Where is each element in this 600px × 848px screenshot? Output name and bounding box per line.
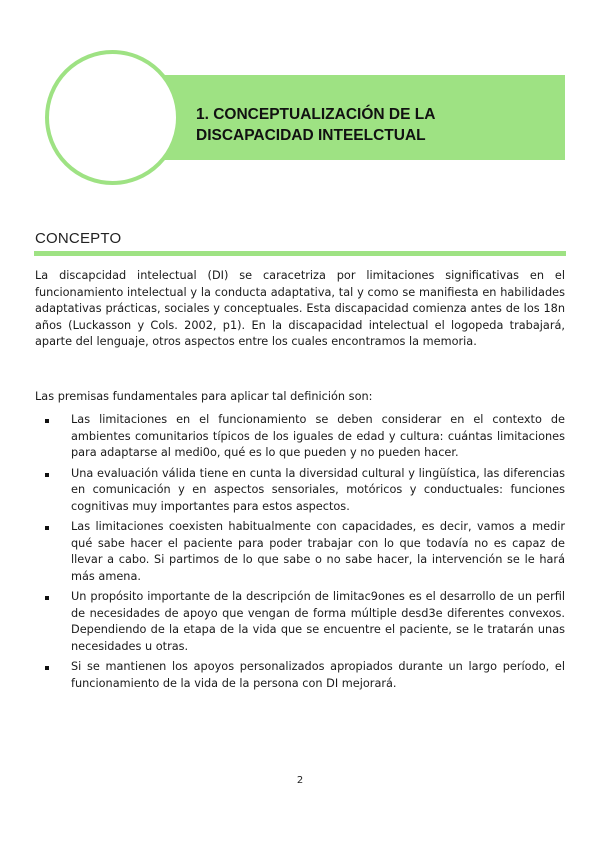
intro-paragraph: La discapcidad intelectual (DI) se caracetriza por limitaciones significativas en el funcionamiento intelectual y la conducta adaptativa, tal y como se manifiesta en habilidades adaptativas prácticas, sociales y conceptuales. Esta discapacidad comienza antes de los 18n años (Luckasson y Cols. 2002, p1). En la discapacidad intelectual el logopeda trabajará, aparte del lenguaje, otros aspectos entre los cuales encontramos la memoria. bbox=[35, 269, 565, 348]
list-item-text: Una evaluación válida tiene en cunta la diversidad cultural y lingüística, las diferencias en comunicación y en aspectos sensoriales, motóricos y conductuales: funciones cognitivas muy importantes para estos aspectos. bbox=[71, 466, 565, 513]
list-item bbox=[35, 466, 565, 516]
page-title-line-2: DISCAPACIDAD INTEELCTUAL bbox=[196, 127, 426, 144]
list-item-text: Las limitaciones en el funcionamiento se deben considerar en el contexto de ambientes comunitarios típicos de los iguales de edad y cultura: cuántas limitaciones para adaptarse al medi0o, qué es lo que pueden y no pueden hacer. bbox=[71, 413, 565, 459]
list-item bbox=[35, 589, 565, 655]
premises-intro: Las premisas fundamentales para aplicar tal definición son: bbox=[35, 390, 373, 403]
page-number: 2 bbox=[296, 775, 304, 786]
section-divider bbox=[34, 251, 566, 256]
bullet-icon bbox=[45, 666, 49, 670]
bullet-icon bbox=[45, 526, 49, 530]
list-item-text: Las limitaciones coexisten habitualmente con capacidades, es decir, vamos a medir qué sabe hacer el paciente para poder trabajar con lo que todavía no es capaz de llevar a cabo. Si partimos de lo que sabe o no sabe hacer, la intervención se le hará más amena. bbox=[71, 520, 565, 583]
list-item-text: Un propósito importante de la descripción de limitac9ones es el desarrollo de un perfil de necesidades de apoyo que vengan de forma múltiple desd3e diferentes convexos. Dependiendo de la etapa de la vida que se encuentre el paciente, se le tratarán unas necesidades u otras. bbox=[71, 590, 565, 653]
bullet-icon bbox=[45, 473, 49, 477]
list-item bbox=[35, 519, 565, 585]
list-item bbox=[35, 659, 565, 692]
page-title bbox=[196, 104, 556, 146]
bullet-icon bbox=[45, 596, 49, 600]
header-circle-decoration bbox=[45, 50, 180, 185]
premises-list bbox=[35, 412, 565, 696]
list-item-text: Si se mantienen los apoyos personalizados apropiados durante un largo período, el funcionamiento de la vida de la persona con DI mejorará. bbox=[71, 660, 565, 690]
list-item bbox=[35, 412, 565, 462]
page-title-line-1: 1. CONCEPTUALIZACIÓN DE LA bbox=[196, 106, 436, 123]
bullet-icon bbox=[45, 419, 49, 423]
section-heading: CONCEPTO bbox=[35, 230, 122, 247]
